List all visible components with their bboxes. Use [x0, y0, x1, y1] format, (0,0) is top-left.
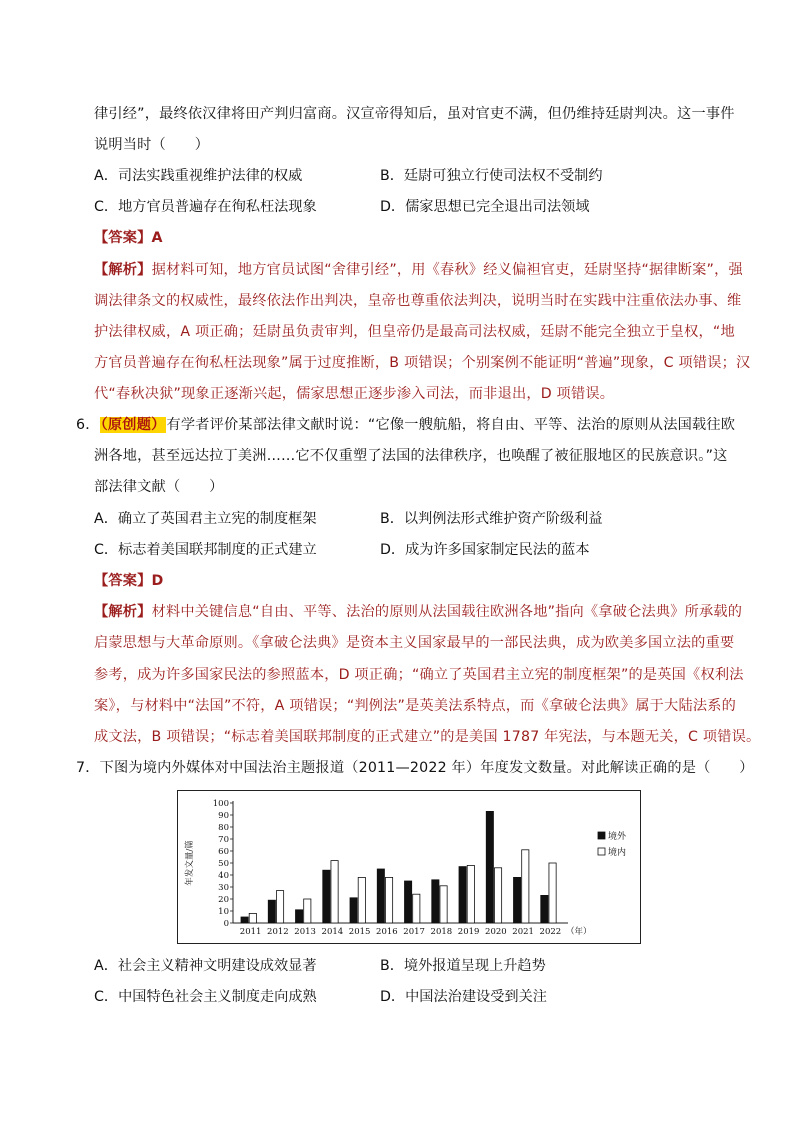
bar-domestic: [522, 850, 529, 923]
x-axis-unit: （年）: [566, 927, 592, 937]
bar-domestic: [549, 863, 556, 923]
original-question-tag: （原创题）: [100, 417, 166, 433]
y-tick-label: 90: [218, 811, 229, 821]
q7-option-a: A．社会主义精神文明建设成效显著: [94, 958, 317, 974]
bar-overseas: [514, 877, 521, 923]
q6-option-b: B．以判例法形式维护资产阶级利益: [380, 511, 603, 527]
x-tick-label: 2016: [376, 927, 398, 937]
bar-overseas: [377, 869, 384, 923]
y-tick-label: 100: [212, 799, 229, 809]
legend-swatch-domestic: [598, 848, 605, 855]
y-tick-label: 80: [218, 823, 229, 833]
x-tick-label: 2013: [294, 927, 316, 937]
q6-stem-line2: 洲各地，甚至远达拉丁美洲……它不仅重塑了法国的法律秩序，也唤醒了被征服地区的民族意识。”这: [94, 448, 728, 464]
bar-overseas: [459, 867, 466, 923]
y-tick-label: 10: [218, 907, 229, 917]
q5-stem-line2: 说明当时（ ）: [94, 137, 210, 153]
q6-stem-line3: 部法律文献（ ）: [94, 479, 224, 495]
q6-analysis-line2: 启蒙思想与大革命原则。《拿破仑法典》是资本主义国家最早的一部民法典，成为欧美多国立法的重要: [94, 635, 735, 651]
q5-option-a: A．司法实践重视维护法律的权威: [94, 168, 303, 184]
q7-option-c: C．中国特色社会主义制度走向成熟: [94, 989, 317, 1005]
bar-overseas: [268, 900, 275, 923]
q6-option-a: A．确立了英国君主立宪的制度框架: [94, 511, 317, 527]
bar-domestic: [494, 868, 501, 923]
x-tick-label: 2011: [239, 927, 262, 937]
q5-answer: 【答案】A: [94, 230, 163, 246]
q6-analysis-line3: 参考，成为许多国家民法的参照蓝本，D 项正确；“确立了英国君主立宪的制度框架”的是英国《权利法: [94, 667, 744, 683]
bar-domestic: [276, 891, 283, 923]
q5-analysis-line2: 调法律条文的权威性，最终依法作出判决，皇帝也尊重依法判决，说明当时在实践中注重依法办事、维: [94, 293, 742, 309]
q6-number: 6．: [76, 417, 100, 433]
legend-swatch-overseas: [598, 832, 605, 839]
x-tick-label: 2012: [267, 927, 289, 937]
bar-overseas: [405, 881, 412, 923]
bar-chart-frame: [177, 790, 641, 944]
y-tick-label: 60: [218, 847, 229, 857]
x-tick-label: 2022: [539, 927, 562, 937]
x-tick-label: 2017: [403, 927, 425, 937]
q6-answer: 【答案】D: [94, 573, 164, 589]
bar-domestic: [413, 894, 420, 923]
q5-analysis-line1: 【解析】据材料可知，地方官员试图“舍律引经”，用《春秋》经义偏袒官吏，廷尉坚持“据律断案”，强: [94, 262, 743, 278]
x-tick-label: 2021: [512, 927, 534, 937]
q6-analysis-line5: 成文法，B 项错误；“标志着美国联邦制度的正式建立”的是美国 1787 年宪法，与本题无关，C 项错误。: [94, 729, 761, 745]
bar-domestic: [304, 899, 311, 923]
q5-analysis-label: 【解析】: [94, 262, 152, 278]
legend-label-overseas: 境外: [608, 832, 627, 842]
x-tick-label: 2019: [457, 927, 480, 937]
q5-analysis-line3: 护法律权威，A 项正确；廷尉虽负责审判，但皇帝仍是最高司法权威，廷尉不能完全独立于皇权，“地: [94, 324, 735, 340]
bar-domestic: [467, 865, 474, 923]
x-tick-label: 2015: [348, 927, 371, 937]
bar-chart: [178, 791, 640, 943]
q5-option-d: D．儒家思想已完全退出司法领域: [380, 199, 590, 215]
q6-analysis-line4: 案》，与材料中“法国”不符，A 项错误；“判例法”是英美法系特点，而《拿破仑法典》属于大陆法系的: [94, 698, 736, 714]
bar-overseas: [241, 917, 248, 923]
q7-stem: 7．下图为境内外媒体对中国法治主题报道（2011—2022 年）年度发文数量。对此解读正确的是（ ）: [76, 760, 754, 776]
q5-analysis-line4: 方官员普遍存在徇私枉法现象”属于过度推断，B 项错误；个别案例不能证明“普遍”现象，C 项错误；汉: [94, 355, 751, 371]
q5-stem-line1: 律引经”，最终依汉律将田产判归富商。汉宣帝得知后，虽对官吏不满，但仍维持廷尉判决。这一事件: [94, 106, 735, 122]
bar-domestic: [249, 913, 256, 923]
bar-overseas: [350, 898, 357, 923]
x-tick-label: 2018: [430, 927, 453, 937]
bar-domestic: [385, 877, 392, 923]
q6-analysis-label: 【解析】: [94, 604, 152, 620]
bar-overseas: [323, 870, 330, 923]
q5-option-b: B．廷尉可独立行使司法权不受制约: [380, 168, 603, 184]
q7-option-d: D．中国法治建设受到关注: [380, 989, 547, 1005]
y-axis-title: 年发文量/篇: [185, 840, 195, 886]
q5-option-c: C．地方官员普遍存在徇私枉法现象: [94, 199, 317, 215]
y-tick-label: 50: [218, 859, 229, 869]
q6-stem-line1: 6．（原创题）有学者评价某部法律文献时说：“它像一艘航船，将自由、平等、法治的原则从法国载往欧: [76, 417, 736, 433]
bar-overseas: [296, 910, 303, 923]
bar-overseas: [541, 895, 548, 923]
bar-overseas: [432, 880, 439, 923]
y-tick-label: 40: [218, 871, 229, 881]
legend-label-domestic: 境内: [608, 848, 627, 858]
q6-option-d: D．成为许多国家制定民法的蓝本: [380, 542, 590, 558]
x-tick-label: 2014: [321, 927, 344, 937]
y-tick-label: 20: [218, 895, 229, 905]
x-tick-label: 2020: [485, 927, 507, 937]
y-tick-label: 70: [218, 835, 229, 845]
q7-option-b: B．境外报道呈现上升趋势: [380, 958, 546, 974]
q6-option-c: C．标志着美国联邦制度的正式建立: [94, 542, 317, 558]
bar-overseas: [486, 811, 493, 923]
bar-domestic: [358, 877, 365, 923]
bar-domestic: [440, 886, 447, 923]
q6-analysis-line1: 【解析】材料中关键信息“自由、平等、法治的原则从法国载往欧洲各地”指向《拿破仑法典》所承载的: [94, 604, 743, 620]
bar-domestic: [331, 861, 338, 923]
y-tick-label: 30: [218, 883, 229, 893]
q5-analysis-line5: 代“春秋决狱”现象正逐渐兴起，儒家思想正逐步渗入司法，而非退出，D 项错误。: [94, 386, 615, 402]
y-tick-label: 0: [223, 919, 229, 929]
